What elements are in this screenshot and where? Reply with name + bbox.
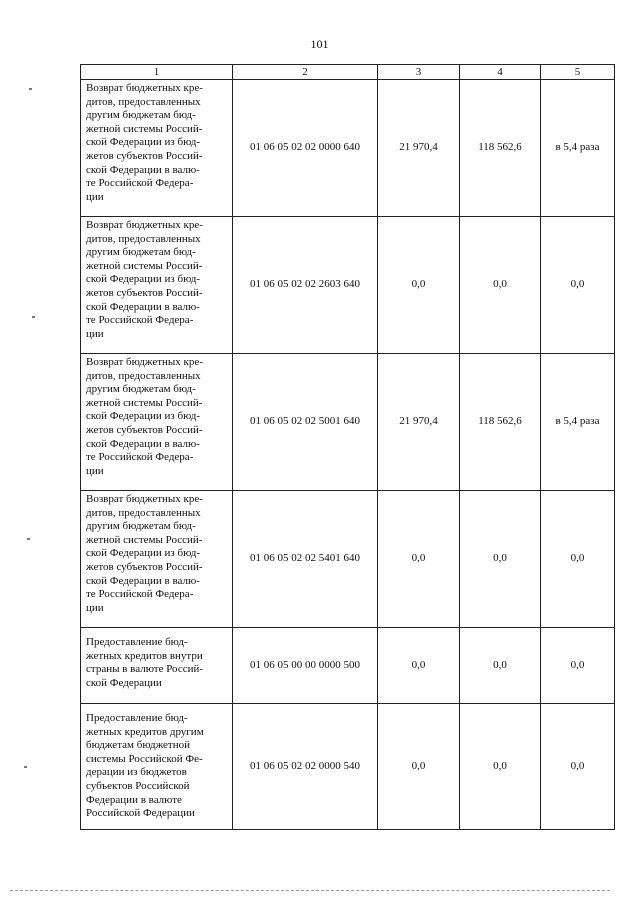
value-cell-col5: в 5,4 раза: [541, 354, 615, 491]
scan-speck: [32, 316, 35, 318]
name-line: Возврат бюджетных кре-: [86, 82, 203, 94]
value-cell-col4: 0,0: [460, 628, 541, 704]
column-header: 1: [81, 65, 233, 80]
name-line: Возврат бюджетных кре-: [86, 356, 203, 368]
table-row: [81, 628, 615, 704]
name-line: Федерации в валюте: [86, 793, 182, 806]
name-line: другим бюджетам бюд-: [86, 109, 196, 122]
name-line: жетной системы Россий-: [86, 396, 203, 409]
name-line: субъектов Российской: [86, 779, 190, 792]
name-line: ской Федерации из бюд-: [86, 273, 201, 286]
code-cell: 01 06 05 02 02 5401 640: [233, 491, 378, 628]
table-row: [81, 704, 615, 830]
name-line: Возврат бюджетных кре-: [86, 219, 203, 231]
name-line: другим бюджетам бюд-: [86, 383, 196, 396]
name-line: ской Федерации в валю-: [86, 163, 200, 176]
value-cell-col5: в 5,4 раза: [541, 80, 615, 217]
code-cell: 01 06 05 02 02 5001 640: [233, 354, 378, 491]
table-row: [81, 80, 615, 217]
name-line: Российской Федерации: [86, 807, 195, 820]
name-line: Предоставление бюд-: [86, 636, 188, 648]
table-header-row: [81, 65, 615, 80]
name-line: жетов субъектов Россий-: [86, 286, 203, 299]
value-cell-col3: 0,0: [378, 491, 460, 628]
row-name-cell: [81, 628, 233, 704]
name-line: те Российской Федера-: [86, 177, 194, 190]
page-number: 101: [310, 37, 329, 51]
name-line: ской Федерации в валю-: [86, 300, 200, 313]
name-line: дитов, предоставленных: [86, 95, 201, 108]
budget-table: [80, 64, 615, 830]
name-line: другим бюджетам бюд-: [86, 520, 196, 533]
name-line: ции: [86, 601, 104, 614]
name-line: ской Федерации из бюд-: [86, 136, 201, 149]
name-line: ской Федерации: [86, 676, 162, 689]
value-cell-col3: 0,0: [378, 628, 460, 704]
name-line: дитов, предоставленных: [86, 369, 201, 382]
value-cell-col4: 0,0: [460, 491, 541, 628]
name-line: жетных кредитов внутри: [86, 649, 203, 662]
name-line: ской Федерации в валю-: [86, 437, 200, 450]
code-cell: 01 06 05 02 02 2603 640: [233, 217, 378, 354]
row-name-cell: [81, 704, 233, 830]
value-cell-col3: 0,0: [378, 217, 460, 354]
name-line: Предоставление бюд-: [86, 712, 188, 724]
name-line: те Российской Федера-: [86, 451, 194, 464]
name-line: системы Российской Фе-: [86, 752, 203, 765]
scan-speck: [29, 88, 32, 90]
value-cell-col5: 0,0: [541, 217, 615, 354]
name-line: бюджетам бюджетной: [86, 739, 190, 752]
value-cell-col5: 0,0: [541, 491, 615, 628]
value-cell-col3: 0,0: [378, 704, 460, 830]
name-line: ции: [86, 464, 104, 477]
scan-speck: [27, 538, 30, 540]
row-name-cell: [81, 80, 233, 217]
scan-edge-line: [10, 890, 610, 892]
column-header: 5: [541, 65, 615, 80]
name-line: те Российской Федера-: [86, 314, 194, 327]
value-cell-col4: 118 562,6: [460, 354, 541, 491]
name-line: жетов субъектов Россий-: [86, 149, 203, 162]
code-cell: 01 06 05 02 02 0000 540: [233, 704, 378, 830]
row-name-cell: [81, 217, 233, 354]
table-row: [81, 217, 615, 354]
table-row: [81, 354, 615, 491]
name-line: жетной системы Россий-: [86, 122, 203, 135]
name-line: ской Федерации из бюд-: [86, 410, 201, 423]
name-line: жетных кредитов другим: [86, 725, 204, 738]
name-line: жетной системы Россий-: [86, 259, 203, 272]
value-cell-col4: 118 562,6: [460, 80, 541, 217]
name-line: дитов, предоставленных: [86, 232, 201, 245]
name-line: ской Федерации из бюд-: [86, 547, 201, 560]
name-line: страны в валюте Россий-: [86, 663, 204, 676]
name-line: жетов субъектов Россий-: [86, 560, 203, 573]
value-cell-col3: 21 970,4: [378, 80, 460, 217]
value-cell-col5: 0,0: [541, 628, 615, 704]
column-header: 2: [233, 65, 378, 80]
name-line: жетной системы Россий-: [86, 533, 203, 546]
name-line: те Российской Федера-: [86, 588, 194, 601]
value-cell-col4: 0,0: [460, 704, 541, 830]
code-cell: 01 06 05 02 02 0000 640: [233, 80, 378, 217]
value-cell-col5: 0,0: [541, 704, 615, 830]
row-name-cell: [81, 354, 233, 491]
table-row: [81, 491, 615, 628]
name-line: дитов, предоставленных: [86, 506, 201, 519]
column-header: 4: [460, 65, 541, 80]
value-cell-col4: 0,0: [460, 217, 541, 354]
name-line: ции: [86, 327, 104, 340]
value-cell-col3: 21 970,4: [378, 354, 460, 491]
name-line: Возврат бюджетных кре-: [86, 493, 203, 505]
name-line: другим бюджетам бюд-: [86, 246, 196, 259]
scan-speck: [24, 766, 27, 768]
column-header: 3: [378, 65, 460, 80]
name-line: ской Федерации в валю-: [86, 574, 200, 587]
name-line: жетов субъектов Россий-: [86, 423, 203, 436]
code-cell: 01 06 05 00 00 0000 500: [233, 628, 378, 704]
row-name-cell: [81, 491, 233, 628]
name-line: ции: [86, 190, 104, 203]
name-line: дерации из бюджетов: [86, 766, 187, 779]
